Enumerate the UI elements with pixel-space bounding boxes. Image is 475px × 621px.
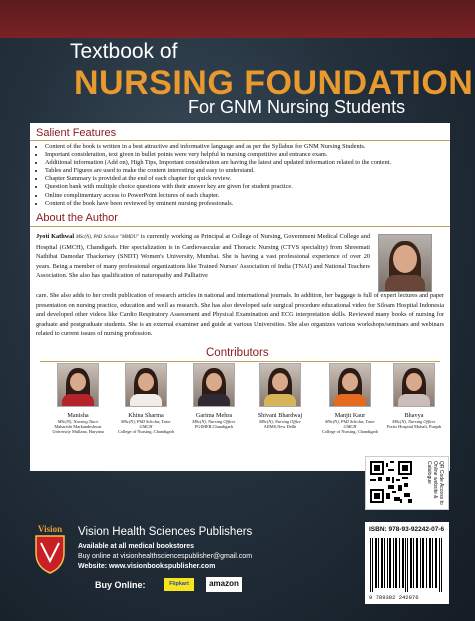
contributor-card — [384, 363, 444, 429]
contributor-photo — [57, 363, 99, 407]
qr-code-icon[interactable] — [370, 461, 412, 503]
publisher-availability: Available at all medical bookstores — [78, 543, 195, 550]
contributor-name: Shivani Bhardwaj — [257, 412, 303, 419]
contributor-name: Bhavya — [404, 412, 424, 419]
feature-item: • Question bank with multiple choice questions with their answer key are given for student practice. — [45, 183, 450, 191]
contributor-org: Fortis Hospital Mohali, Punjab — [386, 424, 442, 430]
publisher-name: Vision Health Sciences Publishers — [78, 526, 253, 538]
contributor-photo — [329, 363, 371, 407]
contributor-org: College of Nursing, Chandigarh — [117, 429, 175, 435]
contributor-designation: MSc(N), PhD Scholar, Tutor GMCH — [121, 419, 171, 430]
isbn-barcode-box — [365, 522, 449, 604]
contributor-card — [250, 363, 310, 429]
contributor-org: Maharishi Markandeshwar University Mullana, Haryana — [52, 424, 104, 435]
section-divider — [40, 361, 440, 362]
barcode-digits: 9 789392 242076 — [369, 594, 419, 601]
feature-item: • Important consideration, text given in bullet points were very helpful in nursing competitive and entrance exam. — [45, 151, 450, 159]
buy-online-label: Buy Online: — [95, 580, 146, 590]
contributor-card — [320, 363, 380, 435]
flipkart-logo[interactable]: Flipkart — [164, 578, 194, 591]
contributor-designation: MSc(N), Nursing Office — [259, 419, 301, 424]
feature-item: • Content of the book have been reviewed by eminent nursing professionals. — [45, 200, 450, 208]
feature-item: • Online complimentary access to PowerPoint lectures of each chapter. — [45, 192, 450, 200]
contributor-designation: MSc(N), PhD Scholar, Tutor GMCH — [325, 419, 375, 430]
book-subtitle: For GNM Nursing Students — [188, 97, 406, 117]
contributor-name: Garima Mehra — [195, 412, 233, 419]
publisher-email[interactable]: Buy online at visionhealthsciencespublisher@gmail.com — [78, 553, 253, 560]
contributor-photo — [393, 363, 435, 407]
salient-features-heading: Salient Features — [36, 127, 117, 139]
contributor-card — [184, 363, 244, 429]
publisher-website[interactable]: Website: www.visionbookspublisher.com — [78, 563, 216, 570]
top-band — [0, 0, 475, 38]
contributor-designation: MSc(N), Nursing Officer — [392, 419, 436, 424]
contributor-org: AIIMS,New Delhi — [263, 424, 297, 430]
contributor-photo — [193, 363, 235, 407]
feature-item: • Content of the book is written in a best attractive and informative language and as per the Syllabus for GNM Nursing Students. — [45, 143, 450, 151]
contributor-card — [116, 363, 176, 435]
contributors-heading: Contributors — [206, 347, 269, 359]
contributor-org: PGIMER,Chandigarh — [194, 424, 234, 430]
author-name: Jyoti Kathwal — [36, 233, 75, 240]
qr-caption: QR Code Access to Online website & Catalogue — [426, 461, 444, 505]
title-line-1: Textbook of — [70, 40, 178, 63]
author-photo — [378, 234, 432, 292]
publisher-logo — [30, 523, 70, 575]
feature-item: • Tables and Figures are used to make the content interesting and easy to understand. — [45, 167, 450, 175]
contributor-photo — [125, 363, 167, 407]
isbn-label: ISBN: 978-93-92242-07-6 — [369, 526, 445, 533]
feature-item: • Additional information (Add on), High Tips, Important consideration are having the latest and updated information related to the content. — [45, 159, 450, 167]
feature-item: • Chapter Summary is provided at the end of each chapter for quick review. — [45, 175, 450, 183]
barcode-icon — [369, 538, 445, 592]
contributor-designation: MSc(N), Nursing Officer — [192, 419, 236, 424]
contributor-name: Manjit Kaur — [334, 412, 366, 419]
contributor-name: Manisha — [67, 412, 89, 419]
contributor-org: College of Nursing, Chandigarh — [321, 429, 379, 435]
amazon-logo[interactable]: amazon — [206, 577, 242, 592]
author-credentials: MSc(N), PhD Scholar "MMDU" — [75, 235, 139, 240]
contributor-photo — [259, 363, 301, 407]
section-divider — [30, 140, 450, 141]
contributor-designation: MSc(N), Nursing Tutor — [57, 419, 99, 424]
author-bio-part2: care. She also adds to her credit publication of research articles in national and international journals. In addition, her baggage is full of expert lectures and paper presentation on nursing practice, education and well as research. She has also developed safe surgical procedure educational video for Siloam Hospital Indonesia and developed other videos like Cardio Respiratory Assessment and Physical Examination and ECG interpretation skills. Reviewed many books of nursing for graduate and postgraduate students. She is an external examiner and guide at various Universities. She also organizes various workshops/seminars and webinars related to current issues of nursing profession. — [36, 292, 444, 338]
author-bio-top — [36, 232, 370, 281]
about-author-heading: About the Author — [36, 212, 118, 224]
contributor-name: Khina Sharma — [128, 412, 164, 419]
contributor-card — [48, 363, 108, 435]
qr-code-box[interactable] — [365, 456, 449, 510]
features-list — [36, 143, 450, 208]
section-divider — [30, 226, 450, 227]
logo-text: Vision — [37, 524, 63, 534]
book-title: NURSING FOUNDATION — [74, 64, 474, 102]
author-bio-part1: is currently working as Principal at College of Nursing, Government Medical College and Hospital (GMCH), Chandigarh. Her specialization is in Cardiovascular and Thoracic Nursing (CTVS speciality) from Shreemati Nathibai Damodar Thackersey (SNDT) Women's University, Mumbai. She is having a vast professional experience of over 20 years. Being a member of many professional organizations like Trained Nurses' Association of India (TNAI) and National Teachers Association. She also has qualification of naturopathy and Palliative — [36, 233, 370, 280]
